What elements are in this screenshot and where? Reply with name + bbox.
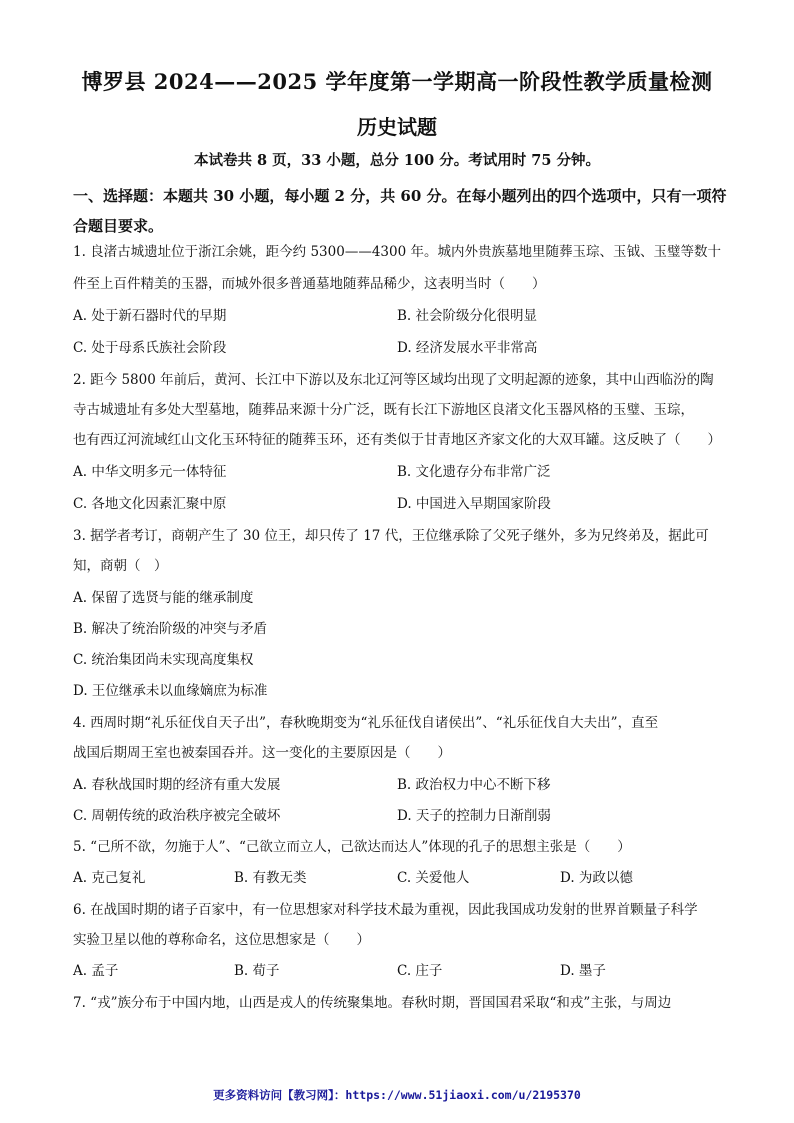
question-3-option-c: C. 统治集团尚未实现高度集权 bbox=[73, 652, 254, 668]
page-title: 博罗县 2024——2025 学年度第一学期高一阶段性教学质量检测 bbox=[81, 69, 713, 94]
question-1-option-c: C. 处于母系氏族社会阶段 bbox=[73, 340, 227, 356]
section-heading: 一、选择题：本题共 30 小题，每小题 2 分，共 60 分。在每小题列出的四个选项中，只有一项符合题目要求。 bbox=[73, 187, 727, 235]
question-1-option-d: D. 经济发展水平非常高 bbox=[397, 340, 538, 356]
question-3-option-a: A. 保留了选贤与能的继承制度 bbox=[73, 590, 254, 606]
page-subtitle: 历史试题 bbox=[357, 115, 437, 139]
question-5-option-b: B. 有教无类 bbox=[234, 870, 307, 886]
question-5-stem-line-1: 5. “己所不欲，勿施于人”、“己欲立而立人，己欲达而达人”体现的孔子的思想主张是（ ） bbox=[73, 839, 631, 855]
question-6-stem-line-2: 实验卫星以他的尊称命名，这位思想家是（ ） bbox=[73, 932, 370, 948]
question-5-option-c: C. 关爱他人 bbox=[397, 870, 470, 886]
question-4-option-c: C. 周朝传统的政治秩序被完全破坏 bbox=[73, 808, 281, 824]
question-1-option-b: B. 社会阶级分化很明显 bbox=[397, 308, 538, 324]
exam-info: 本试卷共 8 页，33 小题，总分 100 分。考试用时 75 分钟。 bbox=[193, 152, 601, 169]
question-6-stem-line-1: 6. 在战国时期的诸子百家中，有一位思想家对科学技术最为重视，因此我国成功发射的世界首颗量子科学 bbox=[73, 902, 698, 918]
question-6-option-d: D. 墨子 bbox=[560, 963, 606, 979]
question-3-option-b: B. 解决了统治阶级的冲突与矛盾 bbox=[73, 621, 268, 637]
question-2-option-a: A. 中华文明多元一体特征 bbox=[73, 464, 227, 480]
question-3-stem-line-2: 知，商朝（ ） bbox=[73, 558, 168, 574]
question-4-stem-line-1: 4. 西周时期“礼乐征伐自天子出”，春秋晚期变为“礼乐征伐自诸侯出”、“礼乐征伐自大夫出”，直至 bbox=[73, 715, 659, 731]
question-6-option-c: C. 庄子 bbox=[397, 963, 443, 979]
question-2-option-b: B. 文化遗存分布非常广泛 bbox=[397, 464, 551, 480]
question-5-option-d: D. 为政以德 bbox=[560, 870, 633, 886]
question-4-stem-line-2: 战国后期周王室也被秦国吞并。这一变化的主要原因是（ ） bbox=[73, 745, 451, 761]
question-2-stem-line-1: 2. 距今 5800 年前后，黄河、长江中下游以及东北辽河等区域均出现了文明起源的迹象，其中山西临汾的陶 bbox=[73, 372, 714, 388]
question-2-option-d: D. 中国进入早期国家阶段 bbox=[397, 496, 551, 512]
question-5-option-a: A. 克己复礼 bbox=[73, 870, 146, 886]
question-3-stem-line-1: 3. 据学者考订，商朝产生了 30 位王，却只传了 17 代，王位继承除了父死子继外，多为兄终弟及，据此可 bbox=[73, 528, 709, 544]
question-2-stem-line-2: 寺古城遗址有多处大型墓地，随葬品来源十分广泛，既有长江下游地区良渚文化玉器风格的玉璧、玉琮， bbox=[73, 402, 694, 418]
question-4-option-a: A. 春秋战国时期的经济有重大发展 bbox=[73, 777, 281, 793]
question-6-option-b: B. 荀子 bbox=[234, 963, 280, 979]
question-2-stem-line-3: 也有西辽河流域红山文化玉环特征的随葬玉环，还有类似于甘青地区齐家文化的大双耳罐。这反映了（ ） bbox=[73, 432, 721, 448]
question-2-option-c: C. 各地文化因素汇聚中原 bbox=[73, 496, 227, 512]
question-3-option-d: D. 王位继承未以血缘嫡庶为标准 bbox=[73, 683, 268, 699]
question-4-option-d: D. 天子的控制力日渐削弱 bbox=[397, 808, 551, 824]
question-6-option-a: A. 孟子 bbox=[73, 963, 119, 979]
question-7-stem-line-1: 7. “戎”族分布于中国内地，山西是戎人的传统聚集地。春秋时期，晋国国君采取“和戎”主张，与周边 bbox=[73, 995, 672, 1011]
question-4-option-b: B. 政治权力中心不断下移 bbox=[397, 777, 551, 793]
footer-link[interactable]: 更多资料访问【教习网】：https://www.51jiaoxi.com/u/2195370 bbox=[213, 1088, 581, 1102]
question-1-stem-line-1: 1. 良渚古城遗址位于浙江余姚，距今约 5300——4300 年。城内外贵族墓地里随葬玉琮、玉钺、玉璧等数十 bbox=[73, 244, 721, 260]
question-1-option-a: A. 处于新石器时代的早期 bbox=[73, 308, 227, 324]
question-1-stem-line-2: 件至上百件精美的玉器，而城外很多普通墓地随葬品稀少，这表明当时（ ） bbox=[73, 276, 546, 292]
